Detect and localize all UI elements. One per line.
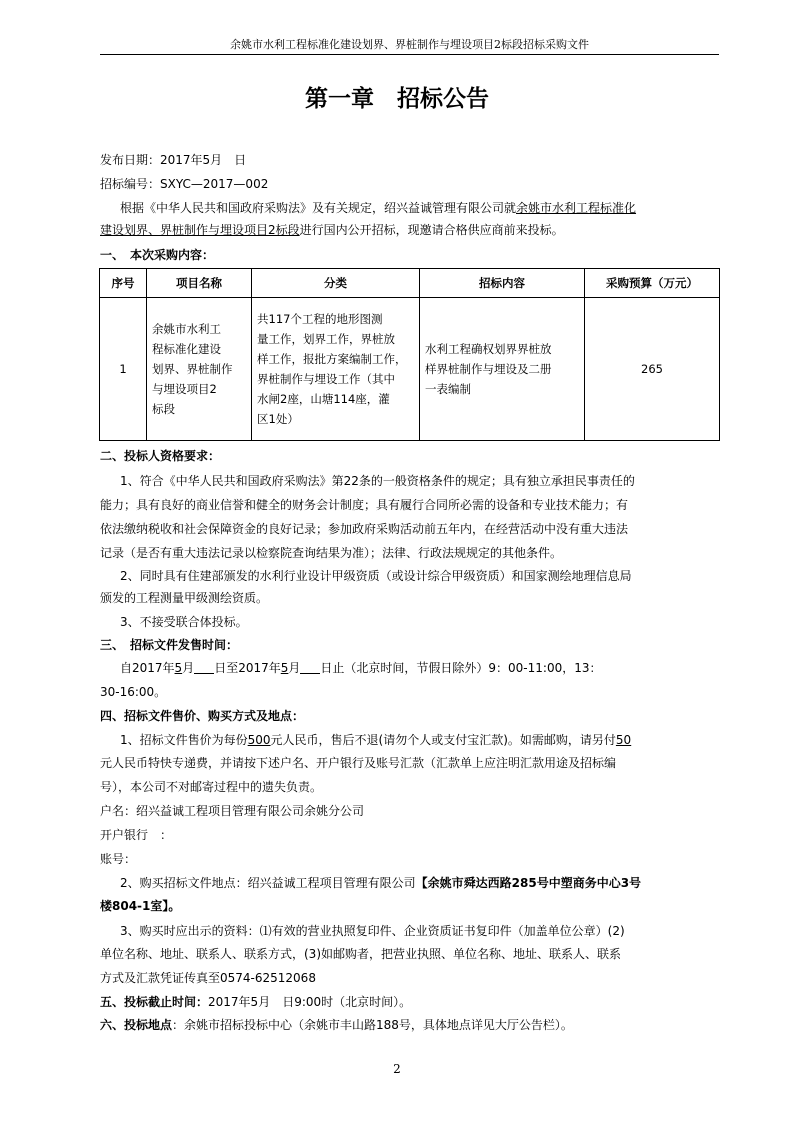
- deadline-label: 五、投标截止时间：: [100, 995, 209, 1009]
- publish-date: 发布日期：2017年5月 日: [100, 153, 247, 167]
- cell-line: 样工作，报批方案编制工作，: [257, 352, 407, 366]
- running-header: 余姚市水利工程标准化建设划界、界桩制作与埋设项目2标段招标采购文件: [100, 36, 719, 55]
- intro-line-1: [120, 198, 725, 218]
- sale-time-line: [120, 658, 725, 678]
- sale-text: 日至2017年: [214, 661, 281, 675]
- column-header: 分类: [252, 269, 420, 298]
- qual-line: 颁发的工程测量甲级测绘资质。: [100, 591, 269, 605]
- qual-line: 2、同时具有住建部颁发的水利行业设计甲级资质（或设计综合甲级资质）和国家测绘地理信息局: [120, 569, 632, 583]
- cell-line: 余姚市水利工: [152, 322, 221, 336]
- column-header: 项目名称: [147, 269, 252, 298]
- account-name: 户名：绍兴益诚工程项目管理有限公司余姚分公司: [100, 804, 365, 818]
- cell-line: 界桩制作与埋设工作（其中: [257, 372, 395, 386]
- price-line: 元人民币特快专递费，并请按下述户名、开户银行及账号汇款（汇款单上应注明汇款用途及招标编: [100, 756, 617, 770]
- cell-line: 区1处）: [257, 412, 299, 426]
- intro-text: 根据《中华人民共和国政府采购法》及有关规定，绍兴益诚管理有限公司就: [120, 201, 517, 215]
- column-header: 招标内容: [420, 269, 585, 298]
- section-heading-3: 三、 招标文件发售时间：: [100, 638, 239, 652]
- price-text: 1、招标文件售价为每份: [120, 733, 248, 747]
- sale-month: 5: [280, 661, 289, 675]
- table-row: [100, 298, 720, 441]
- cell-line: 样界桩制作与埋设及二册: [425, 362, 552, 376]
- buy-place-text: 2、购买招标文件地点：绍兴益诚工程项目管理有限公司: [120, 876, 416, 890]
- sale-text: 日止（北京时间，节假日除外）9：00-11:00，13：: [320, 661, 602, 675]
- price-text: 元人民币，售后不退(请勿个人或支付宝汇款)。如需邮购，请另付: [270, 733, 616, 747]
- cell-line: 共117个工程的地形图测: [257, 312, 383, 326]
- buy-place-line: [120, 873, 725, 893]
- price-line: [120, 730, 725, 750]
- cell-line: 水利工程确权划界界桩放: [425, 342, 552, 356]
- docs-line: 单位名称、地址、联系人、联系方式，(3)如邮购者，把营业执照、单位名称、地址、联系人、联系: [100, 947, 622, 961]
- qual-line: 依法缴纳税收和社会保障资金的良好记录；参加政府采购活动前五年内，在经营活动中没有重大违法: [100, 522, 629, 536]
- cell-content: [420, 298, 585, 441]
- chapter-title: 第一章 招标公告: [305, 85, 489, 112]
- buy-place-address: 【余姚市舜达西路285号中塑商务中心3号: [415, 876, 642, 890]
- buy-place-line-2: 楼804-1室】。: [100, 899, 181, 913]
- cell-line: 一表编制: [425, 382, 471, 396]
- section-heading-1: 一、 本次采购内容：: [100, 248, 215, 262]
- cell-line: 水闸2座，山塘114座，灌: [257, 392, 390, 406]
- cell-category: [252, 298, 420, 441]
- cell-line: 标段: [152, 402, 175, 416]
- sale-text: 月: [182, 661, 195, 675]
- cell-line: 划界、界桩制作: [152, 362, 233, 376]
- postage-amount: 50: [615, 733, 632, 747]
- column-header: 序号: [100, 269, 147, 298]
- section-heading-4: 四、招标文件售价、购买方式及地点：: [100, 709, 305, 723]
- sale-text: 月: [288, 661, 301, 675]
- qual-line: 能力；具有良好的商业信誉和健全的财务会计制度；具有履行合同所必需的设备和专业技术能力；有: [100, 498, 629, 512]
- cell-no: 1: [100, 298, 147, 441]
- deadline-value: 2017年5月 日9:00时（北京时间）。: [208, 995, 412, 1009]
- procurement-table: [99, 268, 720, 441]
- deadline-line: [100, 992, 725, 1012]
- venue-label: 六、投标地点: [100, 1018, 173, 1032]
- sale-month: 5: [174, 661, 183, 675]
- project-name-underlined: 余姚市水利工程标准化: [516, 201, 637, 215]
- intro-text-2: 进行国内公开招标，现邀请合格供应商前来投标。: [299, 223, 564, 237]
- blank-field: [194, 661, 214, 674]
- section-heading-2: 二、投标人资格要求：: [100, 449, 221, 463]
- account-bank: 开户银行 ：: [100, 828, 173, 842]
- page-number: 2: [393, 1062, 401, 1076]
- price-amount: 500: [247, 733, 271, 747]
- docs-line: 3、购买时应出示的资料：⑴有效的营业执照复印件、企业资质证书复印件（加盖单位公章）(2): [120, 924, 625, 938]
- sale-text: 自2017年: [120, 661, 175, 675]
- table-header-row: [100, 269, 720, 298]
- docs-line: 方式及汇款凭证传真至0574-62512068: [100, 971, 316, 985]
- cell-budget: 265: [585, 298, 720, 441]
- blank-field: [300, 661, 320, 674]
- venue-value: ：余姚市招标投标中心（余姚市丰山路188号，具体地点详见大厅公告栏）。: [172, 1018, 573, 1032]
- column-header: 采购预算（万元）: [585, 269, 720, 298]
- venue-line: [100, 1015, 725, 1035]
- qual-line: 1、符合《中华人民共和国政府采购法》第22条的一般资格条件的规定；具有独立承担民事责任的: [120, 474, 635, 488]
- cell-line: 与埋设项目2: [152, 382, 217, 396]
- cell-line: 量工作，划界工作，界桩放: [257, 332, 395, 346]
- project-name-underlined-2: 建设划界、界桩制作与埋设项目2标段: [100, 223, 300, 237]
- account-number: 账号：: [100, 852, 137, 866]
- bid-number: 招标编号：SXYC—2017—002: [100, 177, 269, 191]
- intro-line-2: [100, 220, 725, 240]
- cell-line: 程标准化建设: [152, 342, 221, 356]
- cell-project-name: [147, 298, 252, 441]
- qual-line: 记录（是否有重大违法记录以检察院查询结果为准）；法律、行政法规规定的其他条件。: [100, 546, 563, 560]
- sale-time-line-2: 30-16:00。: [100, 685, 167, 699]
- qual-line: 3、不接受联合体投标。: [120, 615, 248, 629]
- price-line: 号），本公司不对邮寄过程中的遗失负责。: [100, 780, 323, 794]
